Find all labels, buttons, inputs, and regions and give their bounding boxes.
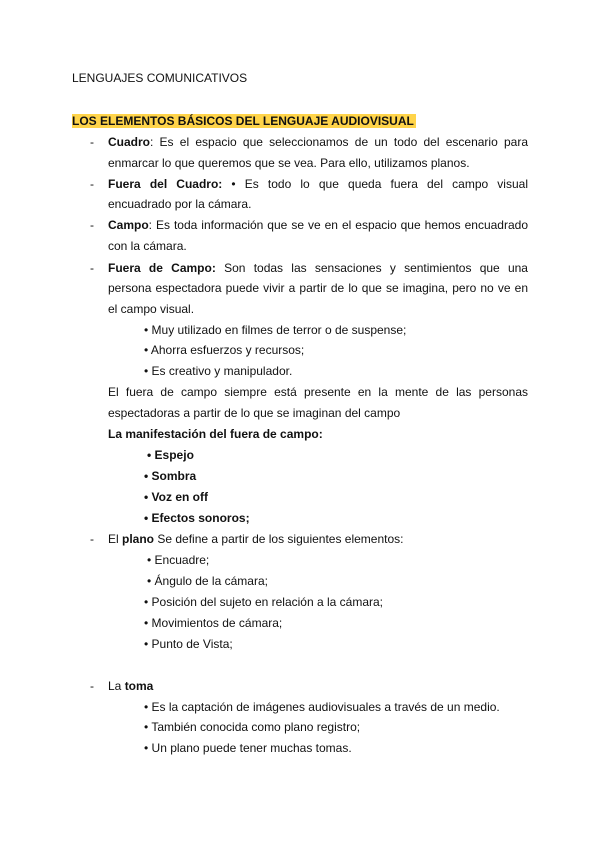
list-item xyxy=(144,720,360,735)
bullet-marker: • xyxy=(144,364,149,378)
list-item xyxy=(144,511,250,526)
plano-term: plano xyxy=(122,532,155,546)
fuera-campo-line-2: persona espectadora puede vivir a partir de lo que se imagina, pero no ve en xyxy=(108,281,528,295)
dash-marker: - xyxy=(90,261,94,275)
dash-marker: - xyxy=(90,177,94,191)
dash-marker: - xyxy=(90,218,94,232)
bullet-marker: • xyxy=(144,595,149,609)
list-item-text: Movimientos de cámara; xyxy=(151,616,283,630)
bullet-marker: • xyxy=(144,720,149,734)
dash-marker: - xyxy=(90,679,94,693)
bullet-marker: • xyxy=(147,448,152,462)
list-item-text: Encuadre; xyxy=(154,553,210,567)
list-item xyxy=(144,616,282,631)
toma-prefix: La xyxy=(108,679,125,693)
dash-marker: - xyxy=(90,532,94,546)
list-item-text: Un plano puede tener muchas tomas. xyxy=(151,741,352,755)
list-item xyxy=(144,490,208,505)
list-item-text: Punto de Vista; xyxy=(151,637,233,651)
section-title xyxy=(72,114,416,129)
fuera-campo-line-1 xyxy=(108,261,528,276)
list-item xyxy=(147,553,209,568)
list-item xyxy=(144,700,500,715)
document-header: LENGUAJES COMUNICATIVOS xyxy=(72,71,248,85)
list-item-text: Sombra xyxy=(151,469,197,483)
bullet-marker: • xyxy=(144,490,149,504)
plano-text: Se define a partir de los siguientes elementos: xyxy=(154,532,404,546)
campo-line-1 xyxy=(108,218,528,233)
dash-marker: - xyxy=(90,135,94,149)
list-item xyxy=(147,574,268,589)
list-item-text: Posición del sujeto en relación a la cámara; xyxy=(151,595,384,609)
bullet-marker: • xyxy=(144,616,149,630)
cuadro-text-1: : Es el espacio que seleccionamos de un todo del escenario para xyxy=(150,135,528,149)
cuadro-line-2: enmarcar lo que queremos que se vea. Para ello, utilizamos planos. xyxy=(108,156,470,170)
list-item xyxy=(144,323,406,338)
bullet-marker: • xyxy=(147,553,152,567)
campo-line-2: con la cámara. xyxy=(108,239,187,253)
plano-line xyxy=(108,532,404,547)
campo-term: Campo xyxy=(108,218,149,232)
fuera-campo-term: Fuera de Campo: xyxy=(108,261,216,275)
cuadro-term: Cuadro xyxy=(108,135,150,149)
list-item xyxy=(144,637,233,652)
list-item-text: Es la captación de imágenes audiovisuales a través de un medio. xyxy=(151,700,500,714)
list-item xyxy=(144,595,383,610)
list-item-text: También conocida como plano registro; xyxy=(151,720,361,734)
list-item xyxy=(144,741,352,756)
fuera-cuadro-line-2: encuadrado por la cámara. xyxy=(108,197,252,211)
list-item-text: Espejo xyxy=(154,448,194,462)
bullet-marker: • xyxy=(144,511,149,525)
list-item xyxy=(144,364,292,379)
list-item-text: Voz en off xyxy=(151,490,208,504)
fuera-campo-para-1: El fuera de campo siempre está presente en la mente de las personas xyxy=(108,385,528,399)
fuera-campo-line-3: el campo visual. xyxy=(108,302,195,316)
bullet-marker: • xyxy=(144,741,149,755)
list-item xyxy=(144,469,196,484)
list-item xyxy=(144,343,304,358)
list-item-text: Ángulo de la cámara; xyxy=(154,574,268,588)
toma-term: toma xyxy=(124,679,154,693)
campo-text-1: : Es toda información que se ve en el espacio que hemos encuadrado xyxy=(148,218,528,232)
bullet-marker: • xyxy=(144,700,149,714)
list-item xyxy=(147,448,194,463)
manifest-title: La manifestación del fuera de campo: xyxy=(108,427,323,441)
bullet-marker: • xyxy=(144,323,149,337)
section-title-text: LOS ELEMENTOS BÁSICOS DEL LENGUAJE AUDIOVISUAL xyxy=(72,114,414,128)
fuera-cuadro-text-1: • Es todo lo que queda fuera del campo visual xyxy=(231,177,528,191)
list-item-text: Efectos sonoros; xyxy=(151,511,250,525)
fuera-campo-text-1: Son todas las sensaciones y sentimientos que una xyxy=(224,261,528,275)
bullet-marker: • xyxy=(147,574,152,588)
toma-line xyxy=(108,679,153,694)
list-item-text: Muy utilizado en filmes de terror o de suspense; xyxy=(151,323,407,337)
list-item-text: Es creativo y manipulador. xyxy=(151,364,293,378)
fuera-campo-para-2: espectadoras a partir de lo que se imaginan del campo xyxy=(108,406,401,420)
cuadro-line-1 xyxy=(108,135,528,150)
plano-prefix: El xyxy=(108,532,123,546)
bullet-marker: • xyxy=(144,637,149,651)
fuera-cuadro-line-1 xyxy=(108,177,528,192)
bullet-marker: • xyxy=(144,343,149,357)
bullet-marker: • xyxy=(144,469,149,483)
fuera-cuadro-term: Fuera del Cuadro: xyxy=(108,177,223,191)
list-item-text: Ahorra esfuerzos y recursos; xyxy=(150,343,305,357)
